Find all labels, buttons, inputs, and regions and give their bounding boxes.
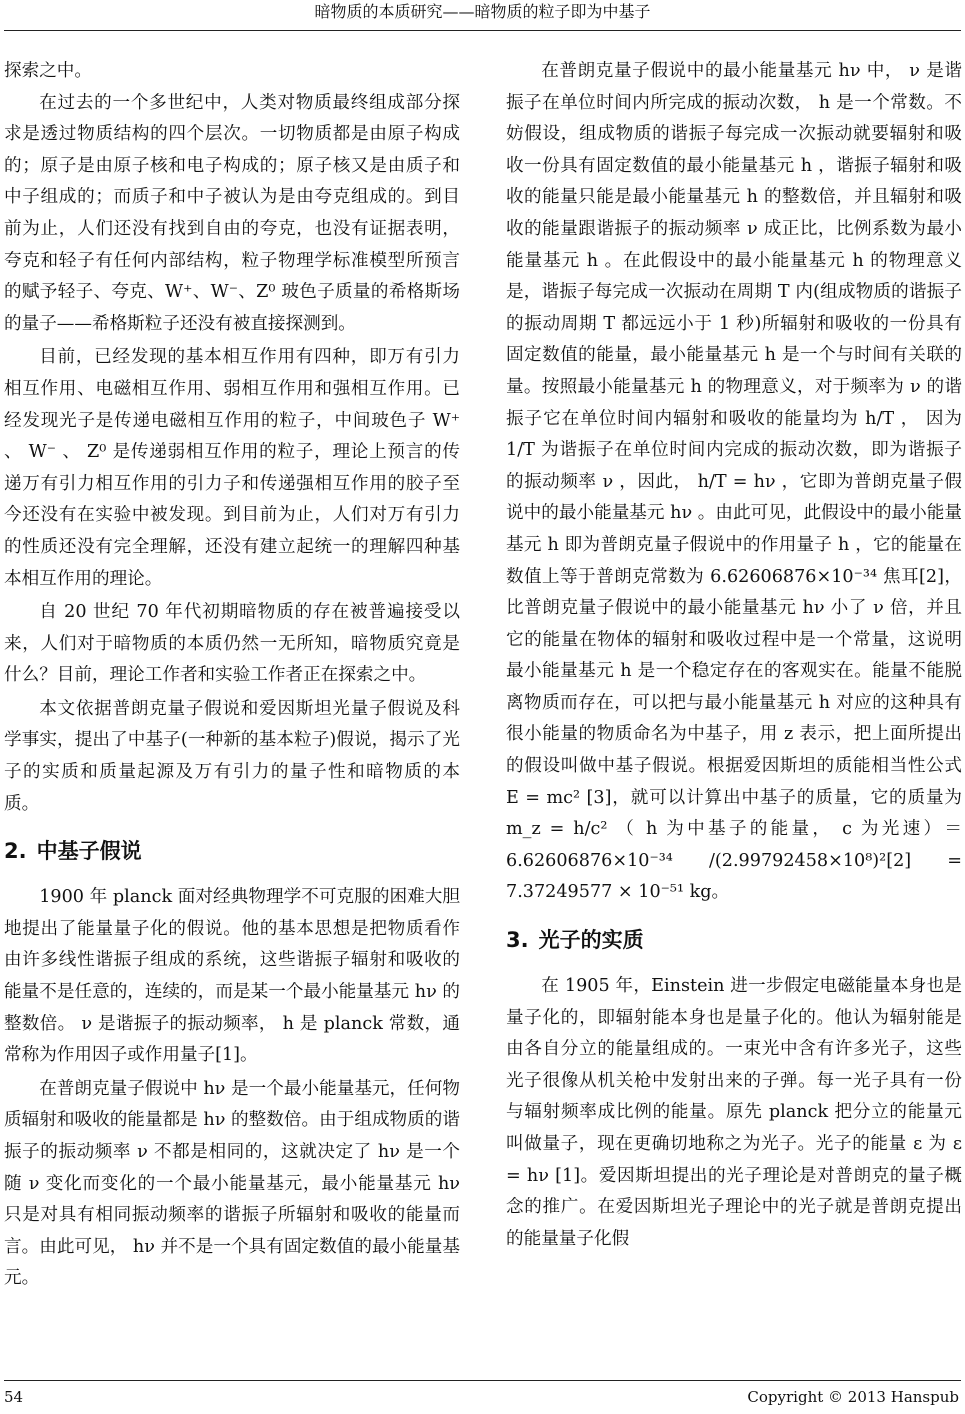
footer-rule xyxy=(4,1380,961,1381)
paragraph: 在普朗克量子假说中的最小能量基元 hν 中， ν 是谐振子在单位时间内所完成的振动次数， h 是一个常数。不妨假设，组成物质的谐振子每完成一次振动就要辐射和吸收一份具有固定数值的最小能量基元 h ，谐振子辐射和吸收的能量只能是最小能量基元 h 的整数倍，并且辐射和吸收的能量跟谐振子的振动频率 ν 成正比，比例系数为最小能量基元 h 。在此假设中的最小能量基元 h 的物理意义是，谐振子每完成一次振动在周期 T 内(组成物质的谐振子的振动周期 T 都远远小于 1 秒)所辐射和吸收的一份具有固定数值的能量，最小能量基元 h 是一个与时间有关联的量。按照最小能量基元 h 的物理意义，对于频率为 ν 的谐振子它在单位时间内辐射和吸收的能量均为 h/T ， 因为 1/T 为谐振子在单位时间内完成的振动次数，即为谐振子的振动频率 ν ，因此， h/T = hν ，它即为普朗克量子假说中的最小能量基元 hν 。由此可见，此假设中的最小能量基元 h 即为普朗克量子假说中的作用量子 h ，它的能量在数值上等于普朗克常数为 6.62606876×10⁻³⁴ 焦耳[2]，比普朗克量子假说中的最小能量基元 hν 小了 ν 倍，并且它的能量在物体的辐射和吸收过程中是一个常量，这说明最小能量基元 h 是一个稳定存在的客观实在。能量不能脱离物质而存在，可以把与最小能量基元 h 对应的这种具有很小能量的物质命名为中基子，用 z 表示，把上面所提出的假设叫做中基子假说。根据爱因斯坦的质能相当性公式 E = mc² [3]，就可以计算出中基子的质量，它的质量为 m_z = h/c² （ h 为中基子的能量， c 为光速）＝ 6.62606876×10⁻³⁴ /(2.99792458×10⁸)²[2] = 7.37249577 × 10⁻⁵¹ kg。 xyxy=(506,61,962,903)
page-number: 54 xyxy=(4,1388,24,1406)
paragraph: 探索之中。 xyxy=(4,61,92,81)
header-rule xyxy=(4,30,961,31)
section-number: 3. xyxy=(506,928,529,953)
copyright-notice: Copyright © 2013 Hanspub xyxy=(747,1388,959,1406)
paragraph: 在过去的一个多世纪中，人类对物质最终组成部分探求是透过物质结构的四个层次。一切物质都是由原子构成的；原子是由原子核和电子构成的；原子核又是由质子和中子组成的；而质子和中子被认为是由夸克组成的。到目前为止，人们还没有找到自由的夸克，也没有证据表明，夸克和轻子有任何内部结构，粒子物理学标准模型所预言的赋予轻子、夸克、W⁺、W⁻、Z⁰ 玻色子质量的希格斯场的量子——希格斯粒子还没有被直接探测到。 xyxy=(4,92,460,334)
section-number: 2. xyxy=(4,839,27,864)
paragraph: 在普朗克量子假说中 hν 是一个最小能量基元，任何物质辐射和吸收的能量都是 hν 的整数倍。由于组成物质的谐振子的振动频率 ν 不都是相同的，这就决定了 hν 是一个随 ν 变化而变化的一个最小能量基元，最小能量基元 hν 只是对具有相同振动频率的谐振子所辐射和吸收的能量而言。由此可见， hν 并不是一个具有固定数值的最小能量基元。 xyxy=(4,1078,460,1289)
section-heading xyxy=(4,836,460,866)
section-title: 中基子假说 xyxy=(36,839,142,864)
paragraph: 目前，已经发现的基本相互作用有四种，即万有引力相互作用、电磁相互作用、弱相互作用和强相互作用。已经发现光子是传递电磁相互作用的粒子，中间玻色子 W⁺ 、 W⁻ 、 Z⁰ 是传递弱相互作用的粒子，理论上预言的传递万有引力相互作用的引力子和传递强相互作用的胶子至今还没有在实验中被发现。到目前为止，人们对万有引力的性质还没有完全理解，还没有建立起统一的理解四种基本相互作用的理论。 xyxy=(4,347,460,589)
paragraph: 本文依据普朗克量子假说和爱因斯坦光量子假说及科学事实，提出了中基子(一种新的基本粒子)假说，揭示了光子的实质和质量起源及万有引力的量子性和暗物质的本质。 xyxy=(4,698,460,814)
paragraph: 在 1905 年，Einstein 进一步假定电磁能量本身也是量子化的，即辐射能本身也是量子化的。他认为辐射能是由各自分立的能量组成的。一束光中含有许多光子，这些光子很像从机关枪中发射出来的子弹。每一光子具有一份与辐射频率成比例的能量。原先 planck 把分立的能量元叫做量子，现在更确切地称之为光子。光子的能量 ε 为 ε = hν [1]。爱因斯坦提出的光子理论是对普朗克的量子概念的推广。在爱因斯坦光子理论中的光子就是普朗克提出的能量量子化假 xyxy=(506,976,962,1249)
section-title: 光子的实质 xyxy=(538,928,644,953)
paragraph: 1900 年 planck 面对经典物理学不可克服的困难大胆地提出了能量量子化的假说。他的基本思想是把物质看作由许多线性谐振子组成的系统，这些谐振子辐射和吸收的能量不是任意的，连续的，而是某一个最小能量基元 hν 的整数倍。 ν 是谐振子的振动频率， h 是 planck 常数，通常称为作用因子或作用量子[1]。 xyxy=(4,887,460,1066)
section-heading xyxy=(506,925,962,955)
paragraph: 自 20 世纪 70 年代初期暗物质的存在被普遍接受以来，人们对于暗物质的本质仍然一无所知，暗物质究竟是什么？目前，理论工作者和实验工作者正在探索之中。 xyxy=(4,602,460,686)
running-title: 暗物质的本质研究——暗物质的粒子即为中基子 xyxy=(314,2,651,21)
left-column xyxy=(4,56,460,1295)
right-column xyxy=(506,56,962,1255)
